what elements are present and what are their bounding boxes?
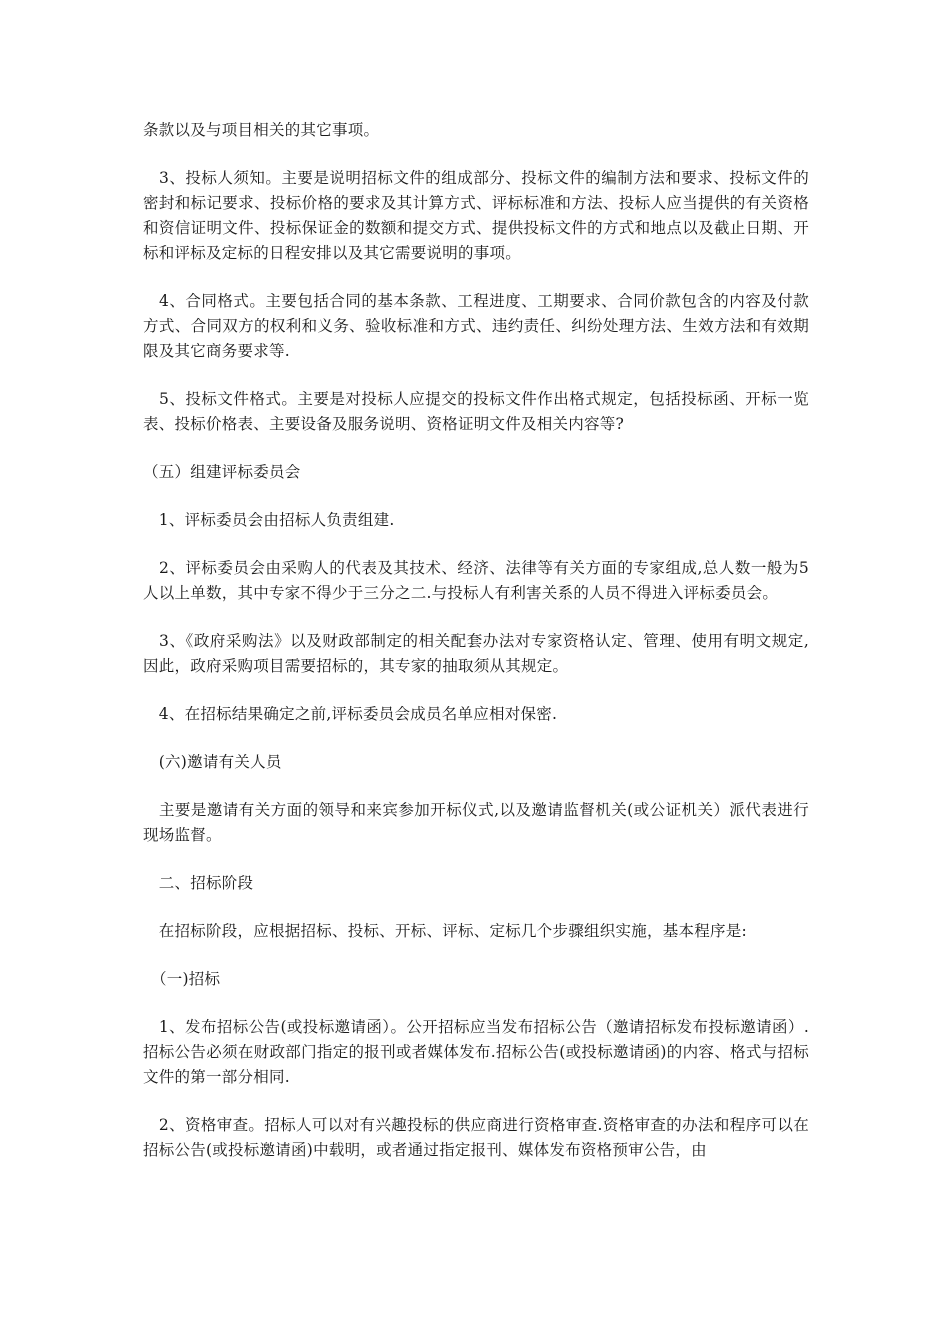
paragraph-confidentiality: 4、在招标结果确定之前,评标委员会成员名单应相对保密. bbox=[143, 705, 558, 723]
paragraph-invite-details: 主要是邀请有关方面的领导和来宾参加开标仪式,以及邀请监督机关(或公证机关）派代表进行现场监督。 bbox=[143, 801, 809, 844]
paragraph-bidder-instructions: 3、投标人须知。主要是说明招标文件的组成部分、投标文件的编制方法和要求、投标文件的密封和标记要求、投标价格的要求及其计算方式、评标标准和方法、投标人应当提供的有关资格和资信证明文件、投标保证金的数额和提交方式、提供投标文件的方式和地点以及截止日期、开标和评标及定标的日程安排以及其它需要说明的事项。 bbox=[143, 169, 809, 262]
paragraph-committee-composition: 2、评标委员会由采购人的代表及其技术、经济、法律等有关方面的专家组成,总人数一般为5人以上单数，其中专家不得少于三分之二.与投标人有利害关系的人员不得进入评标委员会。 bbox=[143, 559, 809, 602]
paragraph-qualification-review: 2、资格审查。招标人可以对有兴趣投标的供应商进行资格审查.资格审查的办法和程序可以在招标公告(或投标邀请函)中载明，或者通过指定报刊、媒体发布资格预审公告，由 bbox=[143, 1116, 809, 1159]
heading-bidding-stage: 二、招标阶段 bbox=[143, 874, 254, 892]
paragraph-bid-document-format: 5、投标文件格式。主要是对投标人应提交的投标文件作出格式规定，包括投标函、开标一览表、投标价格表、主要设备及服务说明、资格证明文件及相关内容等? bbox=[143, 390, 809, 433]
heading-invite-personnel: (六)邀请有关人员 bbox=[143, 753, 282, 771]
heading-evaluation-committee: （五）组建评标委员会 bbox=[143, 463, 301, 481]
paragraph-contract-format: 4、合同格式。主要包括合同的基本条款、工程进度、工期要求、合同价款包含的内容及付款方式、合同双方的权利和义务、验收标准和方式、违约责任、纠纷处理方法、生效方法和有效期限及其它商务要求等. bbox=[143, 292, 809, 360]
paragraph-terms-continued: 条款以及与项目相关的其它事项。 bbox=[143, 121, 380, 139]
paragraph-bidding-stage-intro: 在招标阶段，应根据招标、投标、开标、评标、定标几个步骤组织实施，基本程序是: bbox=[143, 922, 747, 940]
heading-tendering: （一)招标 bbox=[143, 970, 221, 988]
paragraph-publish-notice: 1、发布招标公告(或投标邀请函）。公开招标应当发布招标公告（邀请招标发布投标邀请函）.招标公告必须在财政部门指定的报刊或者媒体发布.招标公告(或投标邀请函)的内容、格式与招标文件的第一部分相同. bbox=[143, 1018, 809, 1086]
paragraph-committee-formed: 1、评标委员会由招标人负责组建. bbox=[143, 511, 395, 529]
document-body bbox=[143, 118, 809, 1163]
paragraph-procurement-law: 3、《政府采购法》以及财政部制定的相关配套办法对专家资格认定、管理、使用有明文规定,因此，政府采购项目需要招标的，其专家的抽取须从其规定。 bbox=[143, 632, 809, 675]
